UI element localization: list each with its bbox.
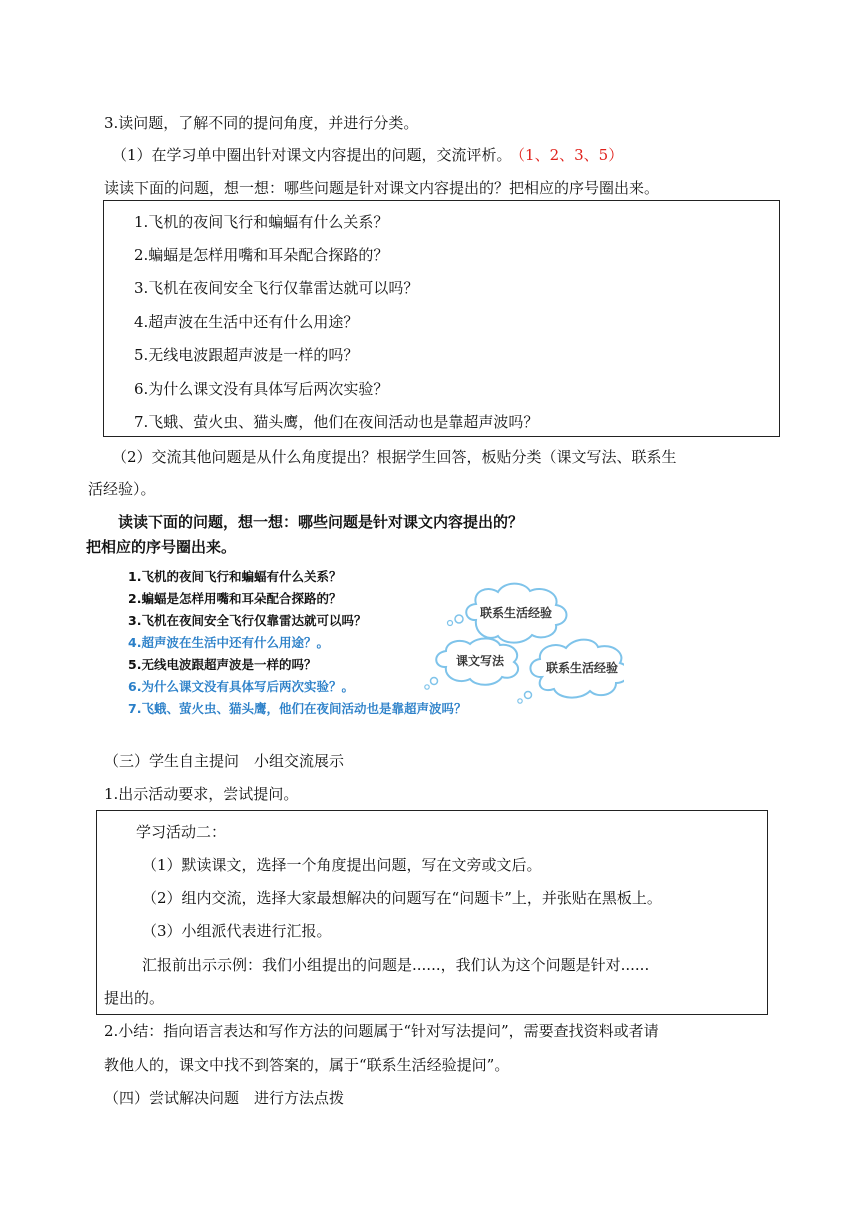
figure-question: 2.蝙蝠是怎样用嘴和耳朵配合探路的？: [128, 591, 342, 606]
activity-item: （2）组内交流，选择大家最想解决的问题写在“问题卡”上，并张贴在黑板上。: [142, 889, 662, 907]
summary-line-1: 2.小结：指向语言表达和写作方法的问题属于“针对写法提问”，需要查找资料或者请: [104, 1022, 659, 1040]
step1-text: （1）在学习单中圈出针对课文内容提出的问题，交流评析。: [112, 146, 512, 164]
activity-item: （3）小组派代表进行汇报。: [142, 922, 332, 940]
activity-example-line-2: 提出的。: [104, 989, 165, 1007]
step1-line: [112, 145, 623, 165]
section3-heading: 3.读问题，了解不同的提问角度，并进行分类。: [104, 114, 419, 132]
figure-question: 7.飞蛾、萤火虫、猫头鹰，他们在夜间活动也是靠超声波吗？: [128, 701, 467, 716]
figure-question: 1.飞机的夜间飞行和蝙蝠有什么关系？: [128, 569, 342, 584]
activity-example-line-1: 汇报前出示示例：我们小组提出的问题是......，我们认为这个问题是针对......: [142, 956, 650, 974]
figure-question: 5.无线电波跟超声波是一样的吗？: [128, 657, 317, 672]
figure-question: 6.为什么课文没有具体写后两次实验？。: [128, 679, 354, 694]
cloud-label: 联系生活经验: [546, 661, 619, 675]
section-three-step1: 1.出示活动要求，尝试提问。: [104, 785, 299, 803]
activity-item: （1）默读课文，选择一个角度提出问题，写在文旁或文后。: [142, 856, 542, 874]
cloud-layer: [84, 505, 624, 727]
summary-line-2: 教他人的，课文中找不到答案的，属于“联系生活经验提问”。: [104, 1056, 510, 1074]
question-prompt: 读读下面的问题，想一想：哪些问题是针对课文内容提出的？把相应的序号圈出来。: [104, 179, 660, 197]
section-four-heading: （四）尝试解决问题 进行方法点拨: [104, 1089, 345, 1107]
activity-title: 学习活动二：: [136, 823, 227, 841]
cloud-text-writing: [425, 638, 518, 689]
figure-title-line-2: 把相应的序号圈出来。: [86, 538, 237, 556]
figure-title-line-1: 读读下面的问题，想一想：哪些问题是针对课文内容提出的？: [118, 513, 524, 531]
question-item: 6.为什么课文没有具体写后两次实验？: [134, 380, 389, 398]
figure-question: 4.超声波在生活中还有什么用途？。: [128, 635, 329, 650]
step2-line-1: （2）交流其他问题是从什么角度提出？根据学生回答，板贴分类（课文写法、联系生: [112, 448, 677, 466]
figure-question: 3.飞机在夜间安全飞行仅靠雷达就可以吗？: [128, 613, 367, 628]
question-item: 7.飞蛾、萤火虫、猫头鹰，他们在夜间活动也是靠超声波吗？: [134, 413, 539, 431]
question-item: 1.飞机的夜间飞行和蝙蝠有什么关系？: [134, 213, 389, 231]
cloud-life-experience-1: [448, 584, 567, 643]
step1-answer: （1、2、3、5）: [517, 146, 624, 164]
question-item: 4.超声波在生活中还有什么用途？: [134, 313, 359, 331]
cloud-label: 联系生活经验: [480, 606, 553, 620]
question-item: 5.无线电波跟超声波是一样的吗？: [134, 346, 359, 364]
question-item: 3.飞机在夜间安全飞行仅靠雷达就可以吗？: [134, 279, 419, 297]
question-classification-figure: [84, 505, 624, 727]
cloud-life-experience-2: [518, 640, 624, 704]
section-three-heading: （三）学生自主提问 小组交流展示: [104, 752, 345, 770]
cloud-label: 课文写法: [456, 654, 505, 668]
step2-line-2: 活经验）。: [88, 480, 156, 498]
question-item: 2.蝙蝠是怎样用嘴和耳朵配合探路的？: [134, 246, 389, 264]
